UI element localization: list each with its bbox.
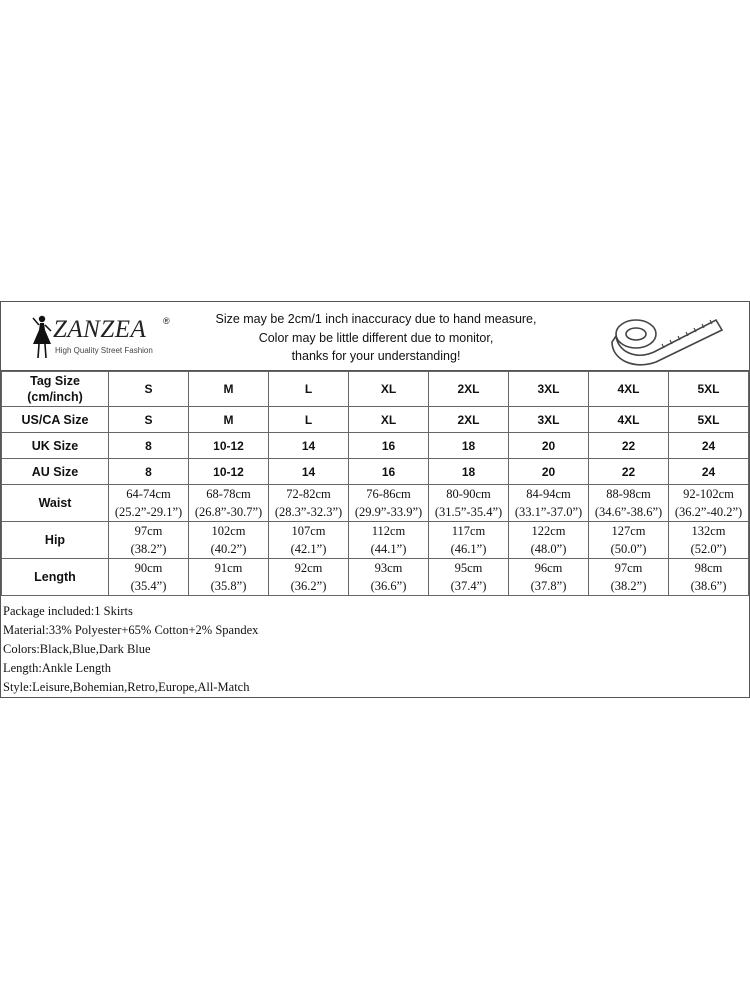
cell-line: 117cm — [451, 524, 486, 538]
cell-line: 3XL — [537, 412, 560, 427]
table-row — [2, 522, 749, 559]
table-cell — [269, 372, 349, 407]
cell-line: 2XL — [457, 412, 480, 427]
table-cell — [509, 433, 589, 459]
cell-line: 72-82cm — [286, 487, 331, 501]
cell-line: (42.1”) — [290, 542, 327, 556]
cell-line: (35.8”) — [210, 579, 247, 593]
cell-line: (38.2”) — [130, 542, 167, 556]
info-package: Package included:1 Skirts — [3, 604, 133, 618]
cell-line: 90cm — [134, 561, 163, 575]
cell-line: L — [304, 412, 313, 427]
table-cell — [589, 433, 669, 459]
cell-line: (37.4”) — [450, 579, 487, 593]
brand-name: ZANZEA — [53, 316, 147, 343]
table-row — [2, 407, 749, 433]
cell-line: 97cm — [134, 524, 163, 538]
cell-line: 5XL — [697, 412, 720, 427]
table-cell — [349, 433, 429, 459]
cell-line: 64-74cm — [126, 487, 171, 501]
cell-line: 18 — [461, 464, 476, 479]
table-cell — [669, 433, 749, 459]
table-cell — [189, 559, 269, 596]
product-info — [3, 602, 743, 697]
cell-line: 16 — [381, 438, 396, 453]
table-cell — [349, 459, 429, 485]
table-cell — [509, 372, 589, 407]
info-style: Style:Leisure,Bohemian,Retro,Europe,All-Match — [3, 680, 250, 694]
notice-line-3: thanks for your understanding! — [291, 349, 461, 363]
brand-logo — [29, 314, 189, 362]
table-cell — [509, 522, 589, 559]
table-cell — [669, 372, 749, 407]
cell-line: (31.5”-35.4”) — [434, 505, 503, 519]
row-header-line: US/CA Size — [21, 412, 89, 427]
measuring-tape-icon — [606, 304, 726, 368]
cell-line: M — [223, 412, 234, 427]
cell-line: 80-90cm — [446, 487, 491, 501]
row-header — [2, 372, 109, 407]
chart-header — [1, 302, 749, 371]
row-header-line: Waist — [38, 496, 72, 510]
table-cell — [109, 522, 189, 559]
cell-line: 107cm — [291, 524, 326, 538]
table-cell — [349, 559, 429, 596]
cell-line: 84-94cm — [526, 487, 571, 501]
table-cell — [189, 522, 269, 559]
cell-line: (36.2”) — [290, 579, 327, 593]
cell-line: (38.6”) — [690, 579, 727, 593]
row-header — [2, 407, 109, 433]
table-cell — [349, 522, 429, 559]
cell-line: (33.1”-37.0”) — [514, 505, 583, 519]
cell-line: 22 — [621, 438, 636, 453]
cell-line: 22 — [621, 464, 636, 479]
table-cell — [429, 485, 509, 522]
woman-silhouette-icon — [29, 314, 55, 362]
cell-line: (38.2”) — [610, 579, 647, 593]
cell-line: 76-86cm — [366, 487, 411, 501]
table-row — [2, 433, 749, 459]
row-header — [2, 559, 109, 596]
table-cell — [669, 485, 749, 522]
cell-line: 14 — [301, 438, 316, 453]
row-header — [2, 522, 109, 559]
cell-line: 122cm — [531, 524, 566, 538]
cell-line: (35.4”) — [130, 579, 167, 593]
table-cell — [429, 459, 509, 485]
table-cell — [349, 485, 429, 522]
table-cell — [589, 459, 669, 485]
row-header — [2, 433, 109, 459]
table-cell — [109, 372, 189, 407]
cell-line: (48.0”) — [530, 542, 567, 556]
row-header-line: (cm/inch) — [27, 390, 83, 404]
table-cell — [429, 407, 509, 433]
cell-line: (36.6”) — [370, 579, 407, 593]
measurement-notice — [181, 310, 571, 366]
cell-line: 91cm — [214, 561, 243, 575]
row-header-line: AU Size — [31, 464, 79, 479]
cell-line: 93cm — [374, 561, 403, 575]
cell-line: 3XL — [537, 382, 560, 396]
table-cell — [509, 459, 589, 485]
cell-line: (28.3”-32.3”) — [274, 505, 343, 519]
cell-line: 24 — [701, 438, 716, 453]
cell-line: 20 — [541, 464, 556, 479]
cell-line: 98cm — [694, 561, 723, 575]
table-row — [2, 485, 749, 522]
table-cell — [109, 459, 189, 485]
notice-line-1: Size may be 2cm/1 inch inaccuracy due to hand measure, — [215, 312, 537, 326]
table-row — [2, 559, 749, 596]
cell-line: 20 — [541, 438, 556, 453]
info-colors: Colors:Black,Blue,Dark Blue — [3, 642, 151, 656]
cell-line: 4XL — [617, 382, 640, 396]
table-cell — [269, 559, 349, 596]
table-cell — [109, 559, 189, 596]
cell-line: (37.8”) — [530, 579, 567, 593]
table-cell — [109, 485, 189, 522]
cell-line: 4XL — [617, 412, 640, 427]
table-cell — [349, 372, 429, 407]
row-header — [2, 459, 109, 485]
table-cell — [189, 485, 269, 522]
table-cell — [429, 559, 509, 596]
cell-line: (52.0”) — [690, 542, 727, 556]
cell-line: 18 — [461, 438, 476, 453]
table-cell — [669, 559, 749, 596]
table-cell — [349, 407, 429, 433]
size-table — [1, 371, 749, 596]
cell-line: 127cm — [611, 524, 646, 538]
cell-line: 8 — [145, 464, 152, 479]
cell-line: 10-12 — [213, 438, 244, 453]
cell-line: (50.0”) — [610, 542, 647, 556]
cell-line: 68-78cm — [206, 487, 251, 501]
notice-line-2: Color may be little different due to monitor, — [258, 330, 494, 345]
table-cell — [269, 485, 349, 522]
cell-line: (26.8”-30.7”) — [194, 505, 263, 519]
cell-line: (25.2”-29.1”) — [114, 505, 183, 519]
info-material: Material:33% Polyester+65% Cotton+2% Spandex — [3, 623, 259, 637]
cell-line: (44.1”) — [370, 542, 407, 556]
row-header-line: Hip — [44, 533, 66, 547]
table-cell — [589, 372, 669, 407]
table-cell — [589, 559, 669, 596]
row-header-line: UK Size — [31, 438, 79, 453]
cell-line: 8 — [145, 438, 152, 453]
cell-line: 102cm — [211, 524, 246, 538]
table-cell — [269, 459, 349, 485]
cell-line: L — [304, 382, 313, 396]
cell-line: 2XL — [457, 382, 480, 396]
cell-line: 92cm — [294, 561, 323, 575]
table-row — [2, 372, 749, 407]
row-header — [2, 485, 109, 522]
table-cell — [189, 372, 269, 407]
row-header-line: Tag Size — [30, 374, 80, 388]
table-cell — [589, 485, 669, 522]
cell-line: S — [144, 382, 153, 396]
cell-line: 92-102cm — [683, 487, 734, 501]
cell-line: 96cm — [534, 561, 563, 575]
cell-line: 88-98cm — [606, 487, 651, 501]
cell-line: 112cm — [371, 524, 406, 538]
table-cell — [509, 407, 589, 433]
table-cell — [269, 407, 349, 433]
size-chart — [0, 301, 750, 698]
table-cell — [269, 522, 349, 559]
table-cell — [669, 459, 749, 485]
cell-line: 132cm — [691, 524, 726, 538]
cell-line: 24 — [701, 464, 716, 479]
table-cell — [669, 522, 749, 559]
table-cell — [589, 522, 669, 559]
table-cell — [189, 459, 269, 485]
cell-line: 95cm — [454, 561, 483, 575]
brand-tagline: High Quality Street Fashion — [55, 346, 153, 355]
cell-line: (36.2”-40.2”) — [674, 505, 743, 519]
cell-line: 5XL — [697, 382, 720, 396]
registered-mark: ® — [163, 316, 170, 326]
table-cell — [429, 522, 509, 559]
row-header-line: Length — [34, 570, 76, 584]
table-row — [2, 459, 749, 485]
table-cell — [189, 433, 269, 459]
table-cell — [109, 407, 189, 433]
cell-line: (40.2”) — [210, 542, 247, 556]
table-cell — [189, 407, 269, 433]
table-cell — [429, 433, 509, 459]
cell-line: 14 — [301, 464, 316, 479]
cell-line: 10-12 — [213, 464, 244, 479]
table-cell — [429, 372, 509, 407]
cell-line: 97cm — [614, 561, 643, 575]
cell-line: S — [144, 412, 153, 427]
table-cell — [509, 485, 589, 522]
table-cell — [109, 433, 189, 459]
cell-line: M — [223, 382, 234, 396]
table-cell — [269, 433, 349, 459]
table-cell — [669, 407, 749, 433]
cell-line: (46.1”) — [450, 542, 487, 556]
cell-line: (34.6”-38.6”) — [594, 505, 663, 519]
cell-line: XL — [380, 412, 397, 427]
cell-line: XL — [380, 382, 397, 396]
table-cell — [589, 407, 669, 433]
cell-line: (29.9”-33.9”) — [354, 505, 423, 519]
info-length: Length:Ankle Length — [3, 661, 111, 675]
cell-line: 16 — [381, 464, 396, 479]
table-cell — [509, 559, 589, 596]
